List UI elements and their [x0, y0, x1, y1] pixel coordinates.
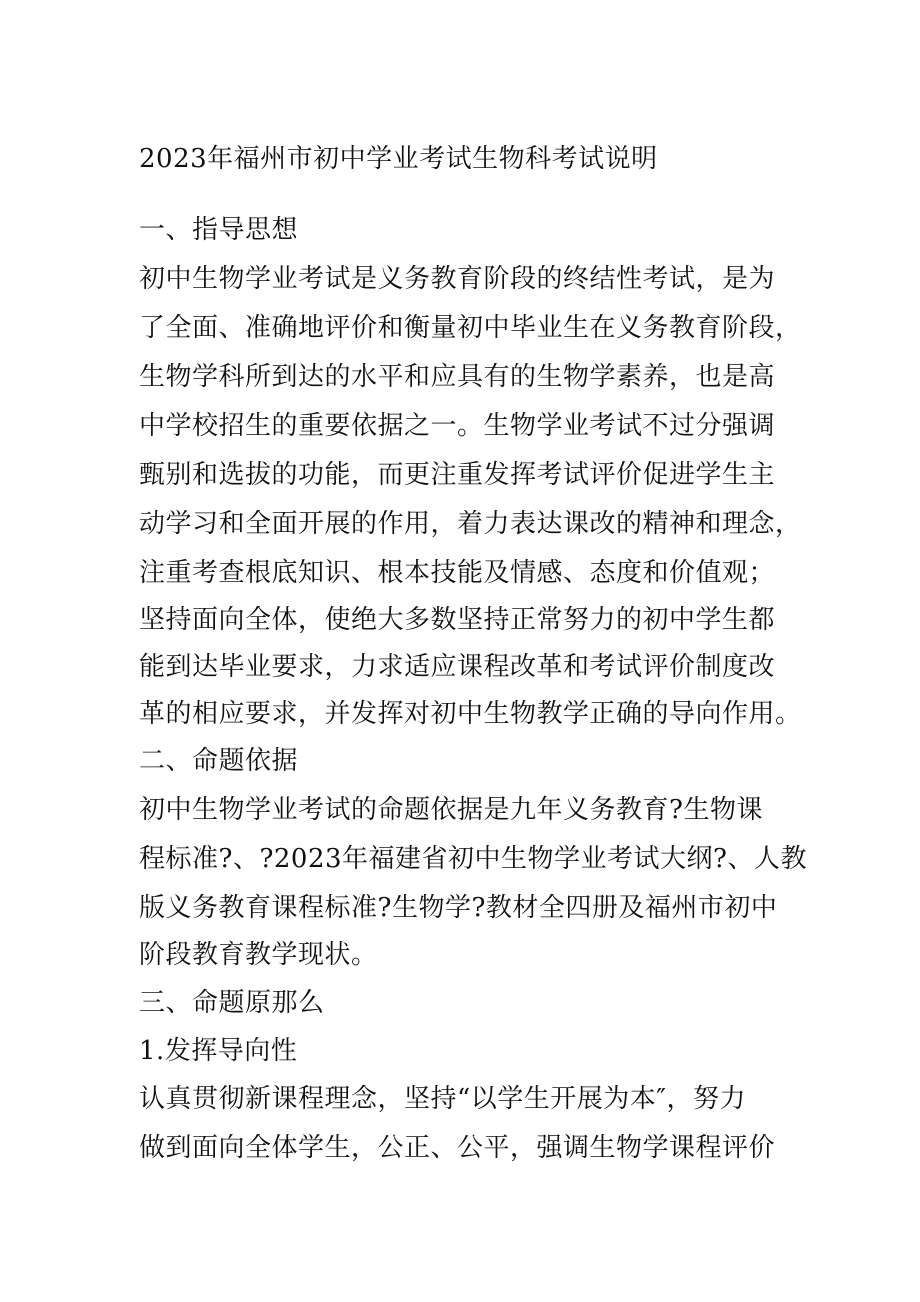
section-heading: 一、指导思想 — [139, 215, 299, 245]
paragraph-line: 阶段教育教学现状。 — [139, 940, 378, 970]
paragraph-line: 版义务教育课程标准?生物学?教材全四册及福州市初中 — [139, 893, 778, 923]
section-heading: 三、命题原那么 — [139, 988, 325, 1018]
paragraph-line: 做到面向全体学生，公正、公平，强调生物学课程评价 — [139, 1133, 776, 1163]
document-title: 2023年福州市初中学业考试生物科考试说明 — [139, 144, 658, 174]
paragraph-line: 初中生物学业考试是义务教育阶段的终结性考试，是为 — [139, 264, 776, 294]
paragraph-line: 中学校招生的重要依据之一。生物学业考试不过分强调 — [139, 411, 776, 441]
paragraph-line: 动学习和全面开展的作用，着力表达课改的精神和理念， — [139, 509, 802, 539]
paragraph-line: 认真贯彻新课程理念，坚持“以学生开展为本″，努力 — [139, 1084, 747, 1114]
paragraph-line: 程标准?、?2023年福建省初中生物学业考试大纲?、人教 — [139, 844, 807, 874]
subsection-heading: 1.发挥导向性 — [139, 1036, 298, 1066]
section-heading: 二、命题依据 — [139, 746, 299, 776]
paragraph-line: 注重考查根底知识、根本技能及情感、态度和价值观； — [139, 558, 776, 588]
paragraph-line: 坚持面向全体，使绝大多数坚持正常努力的初中学生都 — [139, 605, 776, 635]
paragraph-line: 了全面、准确地评价和衡量初中毕业生在义务教育阶段， — [139, 313, 802, 343]
paragraph-line: 能到达毕业要求，力求适应课程改革和考试评价制度改 — [139, 652, 776, 682]
paragraph-line: 甄别和选拔的功能，而更注重发挥考试评价促进学生主 — [139, 460, 776, 490]
paragraph-line: 生物学科所到达的水平和应具有的生物学素养，也是高 — [139, 362, 776, 392]
paragraph-line: 革的相应要求，并发挥对初中生物教学正确的导向作用。 — [139, 699, 802, 729]
paragraph-line: 初中生物学业考试的命题依据是九年义务教育?生物课 — [139, 795, 763, 825]
